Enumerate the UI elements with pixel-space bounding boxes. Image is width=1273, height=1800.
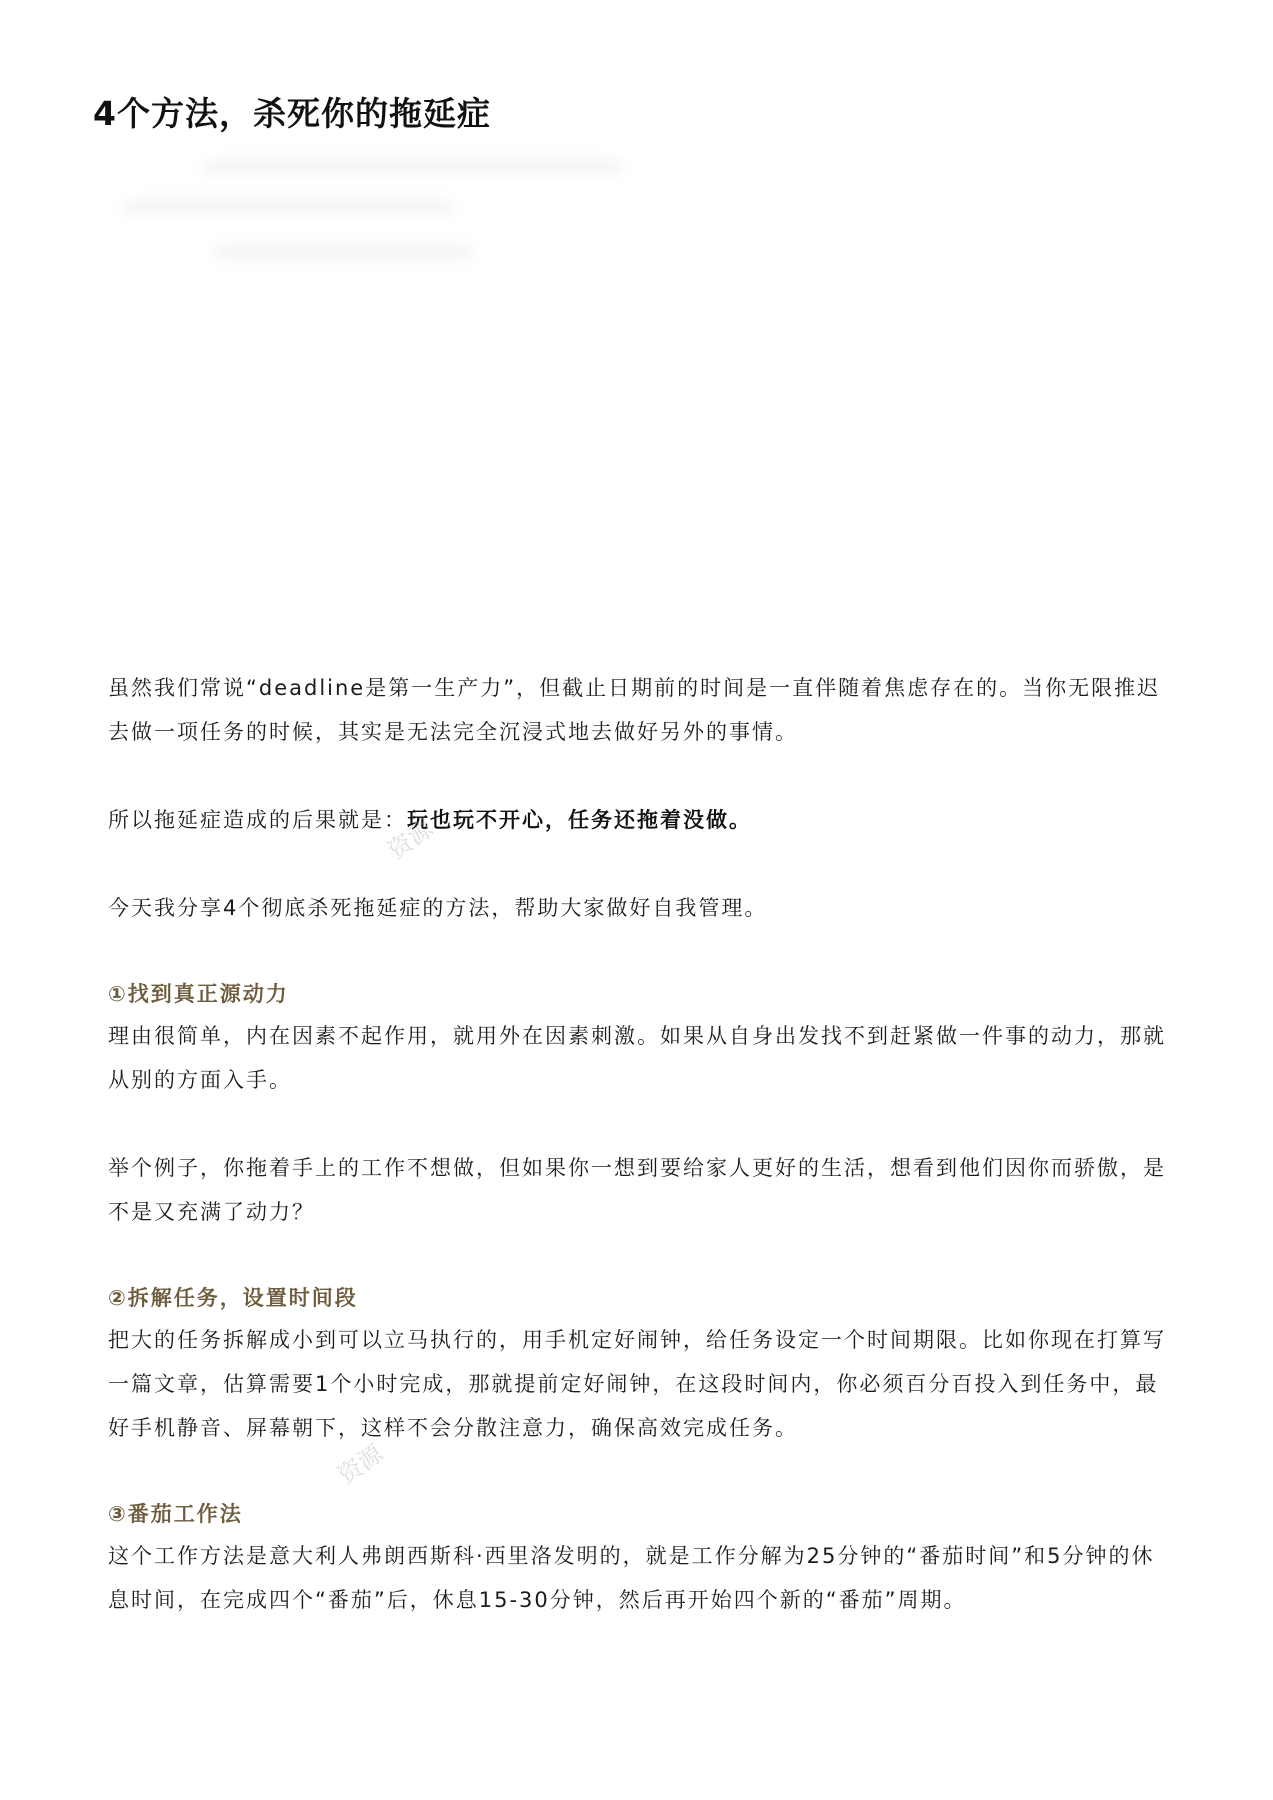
blurred-line [203,160,623,174]
page-title: 4个方法，杀死你的拖延症 [93,94,491,133]
section-2-body-1: 把大的任务拆解成小到可以立马执行的，用手机定好闹钟，给任务设定一个时间期限。比如你现在打算写一篇文章，估算需要1个小时完成，那就提前定好闹钟，在这段时间内，你必须百分百投入到任务中，最好手机静音、屏幕朝下，这样不会分散注意力，确保高效完成任务。 [108,1328,1166,1440]
section-heading-1: ①找到真正源动力 [108,982,289,1006]
section-3-body-1: 这个工作方法是意大利人弗朗西斯科·西里洛发明的，就是工作分解为25分钟的“番茄时间”和5分钟的休息时间，在完成四个“番茄”后，休息15-30分钟，然后再开始四个新的“番茄”周期。 [108,1544,1155,1612]
watermark-text: 资源 [332,1439,389,1490]
section-1-body-2: 举个例子，你拖着手上的工作不想做，但如果你一想到要给家人更好的生活，想看到他们因你而骄傲，是不是又充满了动力？ [108,1156,1166,1224]
blurred-line [123,200,453,214]
section-1-body-1: 理由很简单，内在因素不起作用，就用外在因素刺激。如果从自身出发找不到赶紧做一件事的动力，那就从别的方面入手。 [108,1024,1166,1092]
blurred-line [213,245,473,259]
intro-paragraph: 虽然我们常说“deadline是第一生产力”，但截止日期前的时间是一直伴随着焦虑存在的。当你无限推迟去做一项任务的时候，其实是无法完全沉浸式地去做好另外的事情。 [108,676,1161,744]
share-paragraph: 今天我分享4个彻底杀死拖延症的方法，帮助大家做好自我管理。 [108,896,768,920]
section-heading-2: ②拆解任务，设置时间段 [108,1286,358,1310]
section-heading-3: ③番茄工作法 [108,1502,243,1526]
watermark-text: 资源 [382,814,439,865]
blurred-subtitle-area [93,150,1180,630]
consequence-emphasis: 玩也玩不开心，任务还拖着没做。 [407,808,752,832]
article-body [108,666,1168,1666]
consequence-prefix: 所以拖延症造成的后果就是： [108,808,407,832]
consequence-paragraph [108,798,1168,842]
